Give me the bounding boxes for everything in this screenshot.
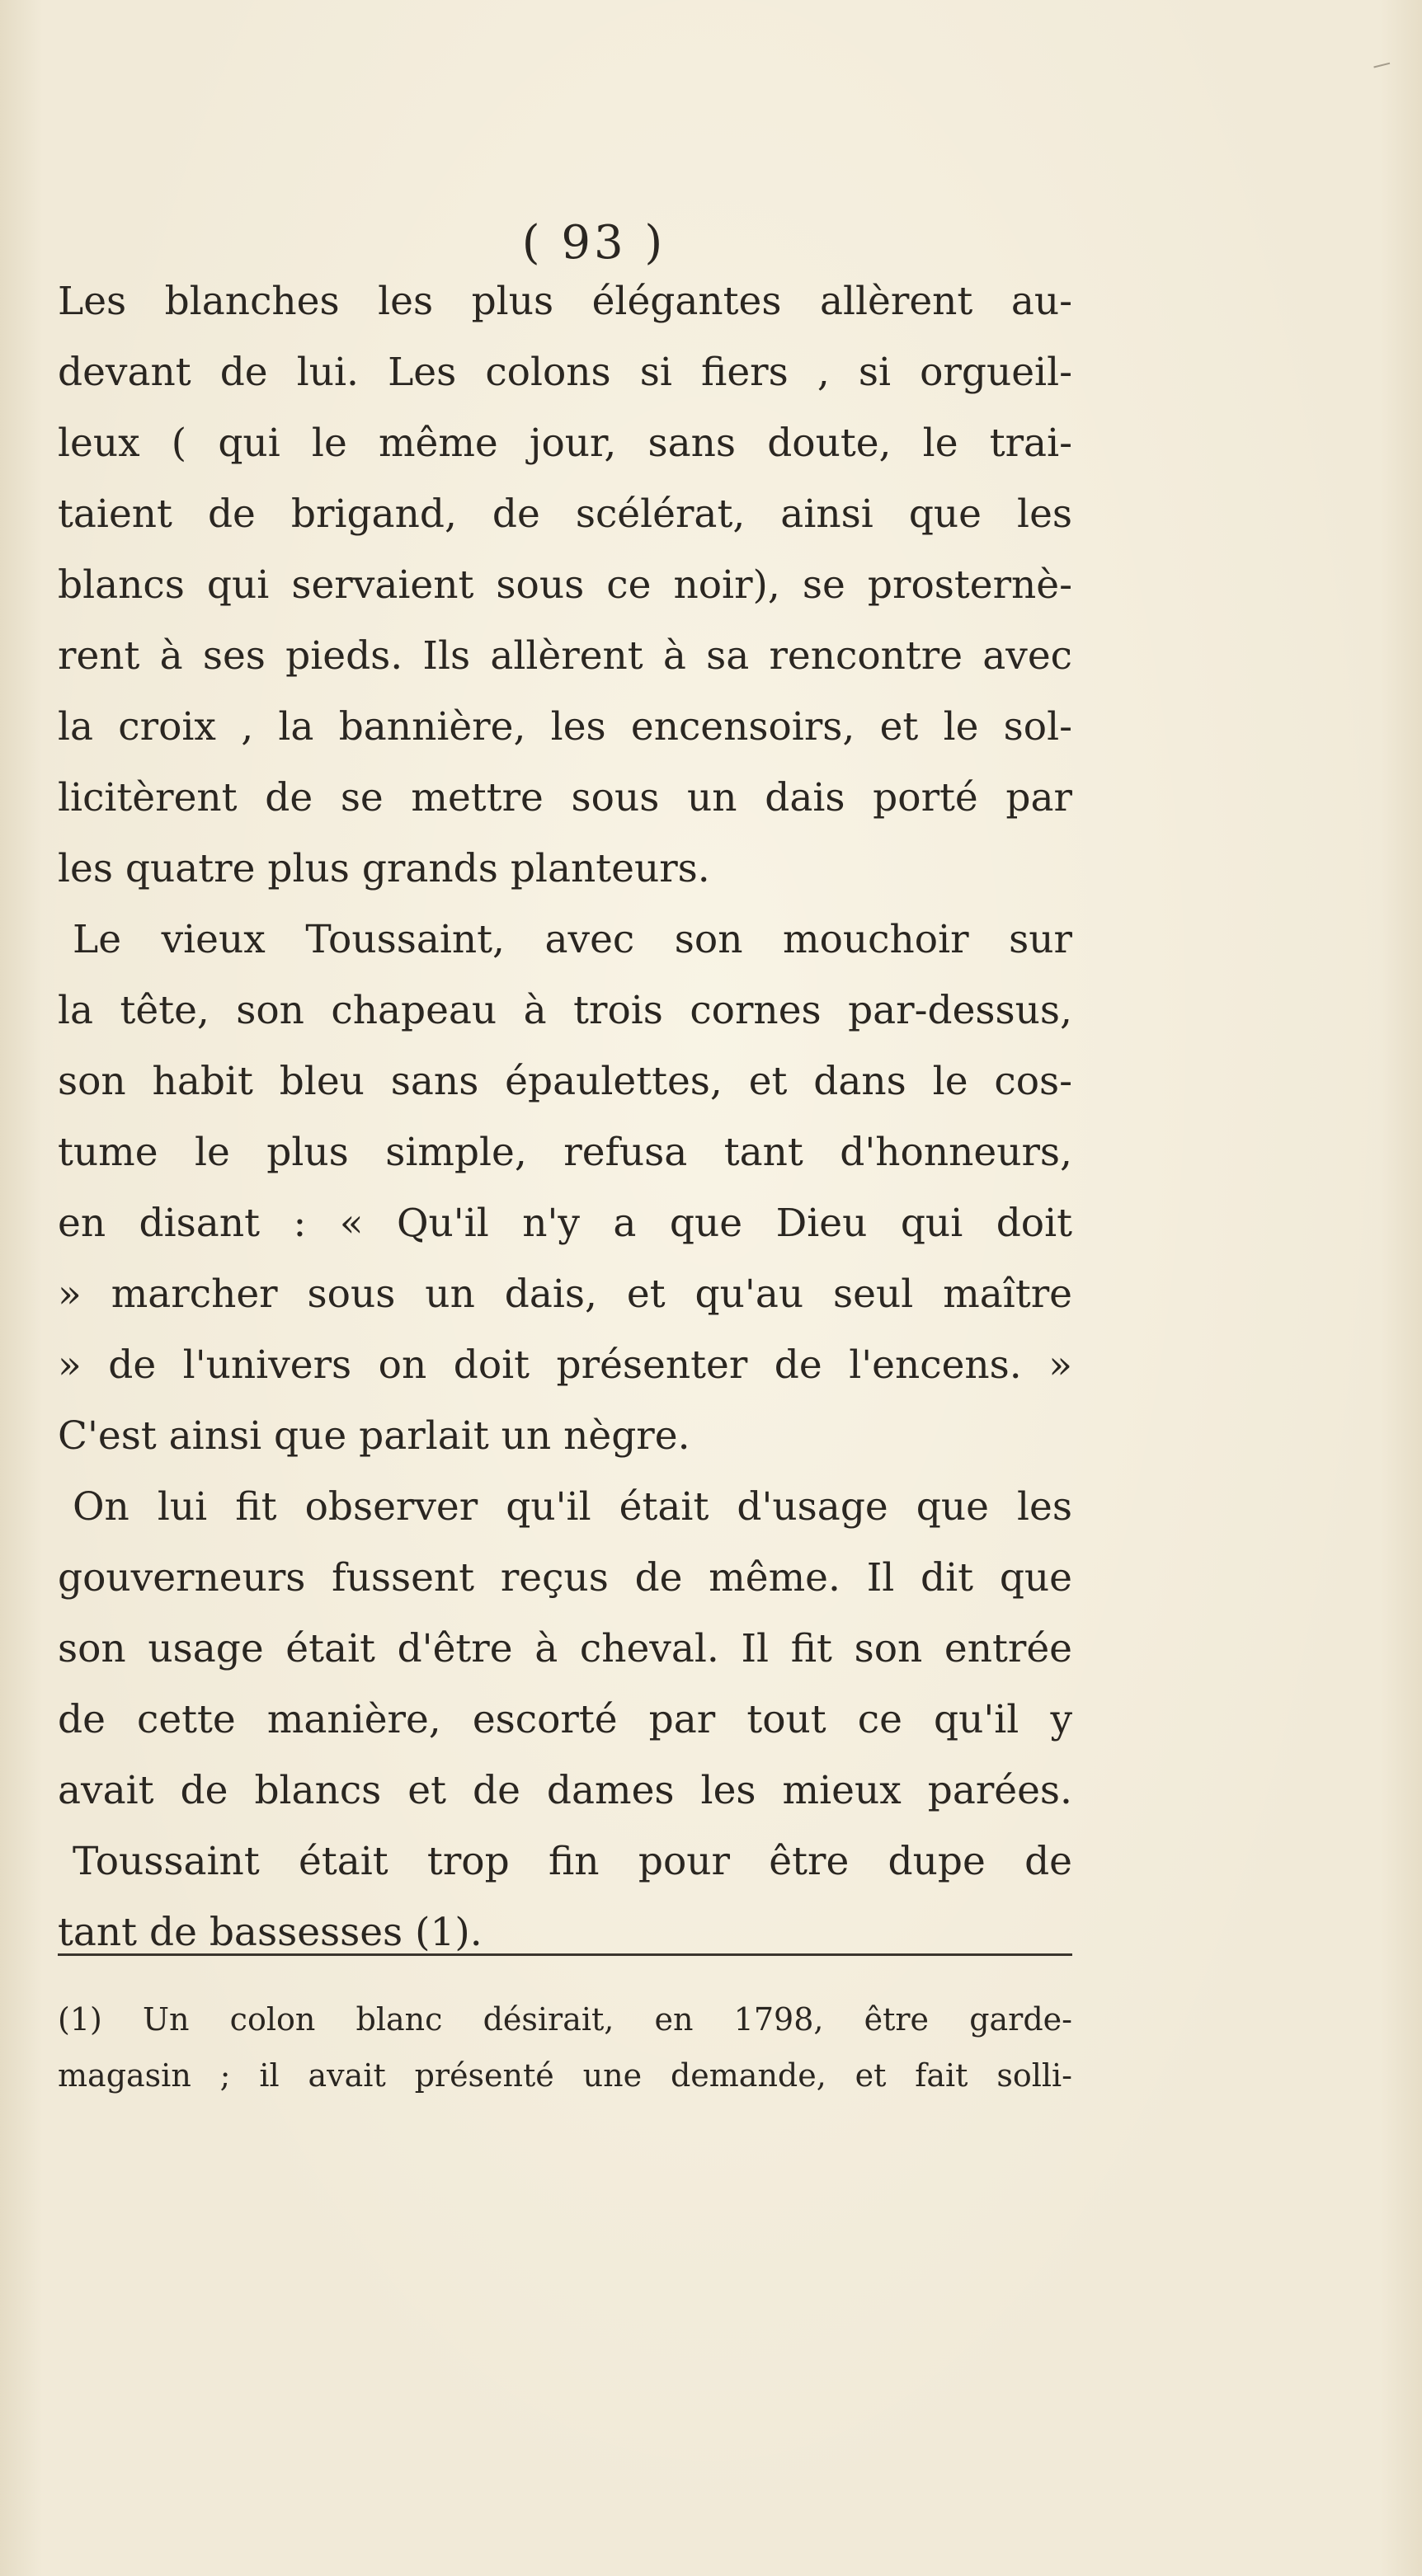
text-line: blancs qui servaient sous ce noir), se prosternè- — [58, 562, 1072, 608]
text-line: On lui fit observer qu'il était d'usage que les — [73, 1484, 1072, 1530]
text-line: devant de lui. Les colons si fiers , si orgueil- — [58, 350, 1072, 395]
text-line: » de l'univers on doit présenter de l'encens. » — [58, 1342, 1072, 1388]
page-number: ( 93 ) — [521, 216, 666, 270]
footnote-line: (1) Un colon blanc désirait, en 1798, être garde- — [58, 2001, 1072, 2038]
text-line: Toussaint était trop fin pour être dupe de — [73, 1839, 1072, 1884]
text-line: en disant : « Qu'il n'y a que Dieu qui doit — [58, 1201, 1072, 1246]
footnote — [58, 1991, 1072, 2104]
footnote-line: magasin ; il avait présenté une demande, et fait solli- — [58, 2057, 1072, 2094]
text-line: Le vieux Toussaint, avec son mouchoir sur — [73, 917, 1072, 962]
page-edge-mark — [1373, 63, 1391, 73]
text-line: rent à ses pieds. Ils allèrent à sa rencontre avec — [58, 633, 1072, 679]
text-line: avait de blancs et de dames les mieux parées. — [58, 1768, 1072, 1813]
text-line: licitèrent de se mettre sous un dais porté par — [58, 775, 1072, 820]
text-line: Les blanches les plus élégantes allèrent au- — [58, 279, 1072, 324]
text-line: C'est ainsi que parlait un nègre. — [58, 1413, 690, 1459]
text-line: » marcher sous un dais, et qu'au seul maître — [58, 1272, 1072, 1317]
text-line: la croix , la bannière, les encensoirs, et le sol- — [58, 704, 1072, 750]
text-line: les quatre plus grands planteurs. — [58, 846, 710, 891]
text-line: son usage était d'être à cheval. Il fit son entrée — [58, 1626, 1072, 1671]
main-text — [58, 266, 1072, 1968]
text-line: tant de bassesses (1). — [58, 1910, 483, 1955]
text-line: leux ( qui le même jour, sans doute, le trai- — [58, 421, 1072, 466]
text-line: la tête, son chapeau à trois cornes par-dessus, — [58, 988, 1072, 1033]
text-line: de cette manière, escorté par tout ce qu'il y — [58, 1697, 1072, 1742]
text-line: son habit bleu sans épaulettes, et dans le cos- — [58, 1059, 1072, 1104]
text-line: taient de brigand, de scélérat, ainsi que les — [58, 491, 1072, 537]
footnote-divider — [58, 1953, 1072, 1956]
text-line: tume le plus simple, refusa tant d'honneurs, — [58, 1130, 1072, 1175]
text-line: gouverneurs fussent reçus de même. Il dit que — [58, 1555, 1072, 1601]
